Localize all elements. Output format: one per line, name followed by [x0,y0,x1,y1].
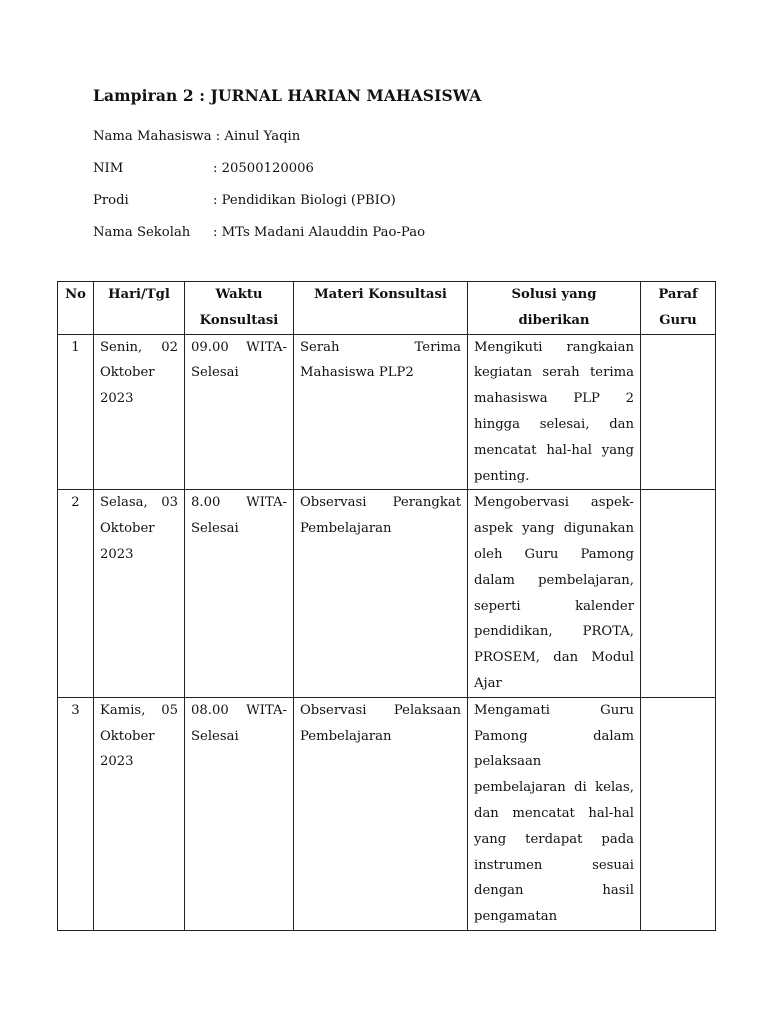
info-label: NIM [93,160,124,176]
student-info [93,120,425,248]
info-value: : Pendidikan Biologi (PBIO) [213,192,396,208]
cell-no: 3 [58,697,94,930]
table-header-row [58,282,716,335]
cell-sign [641,697,716,930]
cell-solution: Mengamati Guru Pamong dalam pelaksaan pembelajaran di kelas, dan mencatat hal-hal yang terdapat pada instrumen sesuai dengan hasil pengamatan [468,697,641,930]
header-no: No [58,282,94,335]
cell-sign [641,490,716,697]
header-material: Materi Konsultasi [294,282,468,335]
info-row-nim [93,152,425,184]
header-time: Waktu Konsultasi [185,282,294,335]
info-label: Prodi [93,192,129,208]
cell-material: Observasi Perangkat Pembelajaran [294,490,468,697]
cell-day: Senin, 02 Oktober 2023 [94,334,185,490]
info-value: : Ainul Yaqin [215,128,301,144]
info-row-name [93,120,425,152]
table-row [58,490,716,697]
cell-solution: Mengobervasi aspek-aspek yang digunakan oleh Guru Pamong dalam pembelajaran, seperti kalender pendidikan, PROTA, PROSEM, dan Modul Ajar [468,490,641,697]
table-row [58,697,716,930]
info-label: Nama Mahasiswa [93,128,212,144]
info-value: : MTs Madani Alauddin Pao-Pao [213,224,426,240]
header-sign: Paraf Guru [641,282,716,335]
header-day: Hari/Tgl [94,282,185,335]
info-row-school [93,216,425,248]
table-row [58,334,716,490]
cell-day: Kamis, 05 Oktober 2023 [94,697,185,930]
document-title: Lampiran 2 : JURNAL HARIAN MAHASISWA [93,86,482,105]
cell-solution: Mengikuti rangkaian kegiatan serah terima mahasiswa PLP 2 hingga selesai, dan mencatat hal-hal yang penting. [468,334,641,490]
cell-no: 1 [58,334,94,490]
cell-day: Selasa, 03 Oktober 2023 [94,490,185,697]
cell-time: 09.00 WITA-Selesai [185,334,294,490]
cell-material: Observasi Pelaksaan Pembelajaran [294,697,468,930]
info-value: : 20500120006 [213,160,314,176]
journal-table [57,281,716,931]
cell-time: 08.00 WITA-Selesai [185,697,294,930]
cell-material: Serah Terima Mahasiswa PLP2 [294,334,468,490]
info-label: Nama Sekolah [93,224,191,240]
cell-no: 2 [58,490,94,697]
cell-time: 8.00 WITA-Selesai [185,490,294,697]
info-row-prodi [93,184,425,216]
header-solution: Solusi yang diberikan [468,282,641,335]
cell-sign [641,334,716,490]
